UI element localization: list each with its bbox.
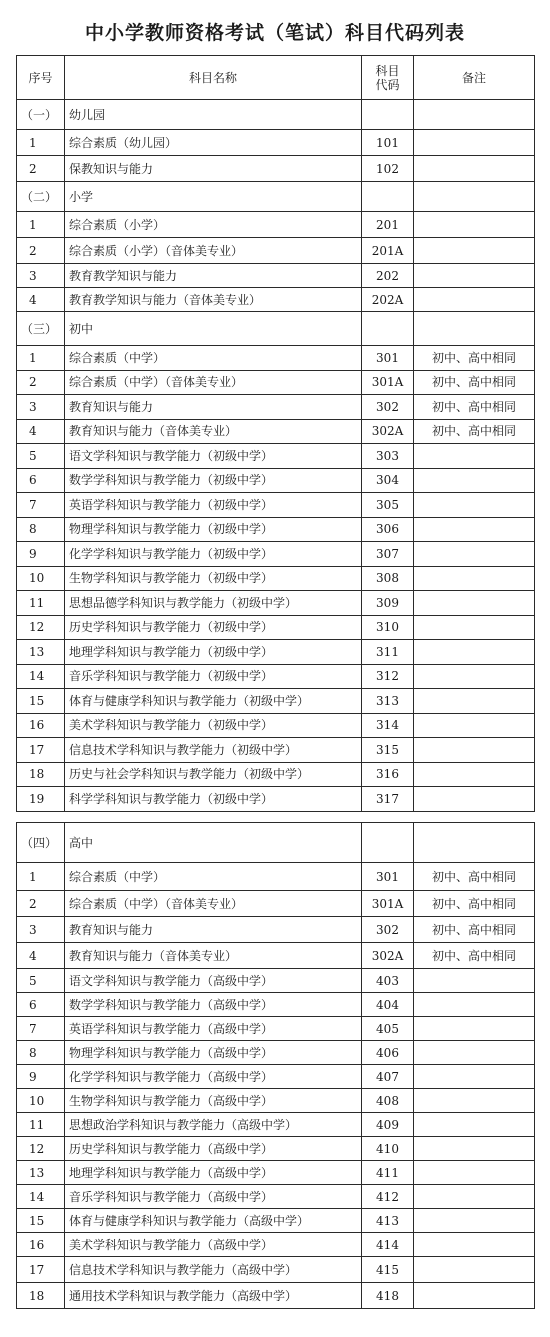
row-number: 15 xyxy=(17,689,65,714)
subject-name: 化学学科知识与教学能力（高级中学） xyxy=(65,1065,362,1089)
row-number: 2 xyxy=(17,238,65,264)
table-row xyxy=(17,1185,535,1209)
subject-code: 307 xyxy=(362,542,414,567)
subject-name: 教育教学知识与能力（音体美专业） xyxy=(65,288,362,312)
table-row xyxy=(17,238,535,264)
subject-name: 综合素质（中学）（音体美专业） xyxy=(65,891,362,917)
subject-note xyxy=(414,566,535,591)
row-number: 6 xyxy=(17,993,65,1017)
row-number: 17 xyxy=(17,1257,65,1283)
subject-table-part1 xyxy=(16,55,535,812)
row-number: 6 xyxy=(17,468,65,493)
subject-note xyxy=(414,238,535,264)
subject-name: 生物学科知识与教学能力（初级中学） xyxy=(65,566,362,591)
row-number: 4 xyxy=(17,943,65,969)
subject-code: 102 xyxy=(362,156,414,182)
section-row xyxy=(17,100,535,130)
table-row xyxy=(17,863,535,891)
row-number: 5 xyxy=(17,969,65,993)
subject-note: 初中、高中相同 xyxy=(414,419,535,444)
subject-code: 202A xyxy=(362,288,414,312)
subject-note xyxy=(414,517,535,542)
row-number: 10 xyxy=(17,1089,65,1113)
subject-name: 综合素质（中学） xyxy=(65,863,362,891)
subject-name: 地理学科知识与教学能力（高级中学） xyxy=(65,1161,362,1185)
row-number: 18 xyxy=(17,762,65,787)
table-row xyxy=(17,1089,535,1113)
row-number: 13 xyxy=(17,1161,65,1185)
row-number: 11 xyxy=(17,591,65,616)
section-note-empty xyxy=(414,100,535,130)
subject-name: 教育知识与能力（音体美专业） xyxy=(65,943,362,969)
table-row xyxy=(17,212,535,238)
subject-name: 地理学科知识与教学能力（初级中学） xyxy=(65,640,362,665)
table-row xyxy=(17,615,535,640)
subject-code: 403 xyxy=(362,969,414,993)
row-number: 19 xyxy=(17,787,65,812)
subject-code: 415 xyxy=(362,1257,414,1283)
row-number: 11 xyxy=(17,1113,65,1137)
subject-name: 化学学科知识与教学能力（初级中学） xyxy=(65,542,362,567)
table-row xyxy=(17,969,535,993)
subject-name: 信息技术学科知识与教学能力（高级中学） xyxy=(65,1257,362,1283)
subject-note xyxy=(414,689,535,714)
subject-code: 312 xyxy=(362,664,414,689)
subject-note xyxy=(414,993,535,1017)
subject-code: 310 xyxy=(362,615,414,640)
subject-name: 数学学科知识与教学能力（高级中学） xyxy=(65,993,362,1017)
subject-code: 201 xyxy=(362,212,414,238)
section-note-empty xyxy=(414,312,535,346)
table-row xyxy=(17,444,535,469)
subject-note xyxy=(414,130,535,156)
table-row xyxy=(17,738,535,763)
table-row xyxy=(17,493,535,518)
subject-code: 302 xyxy=(362,917,414,943)
subject-code: 405 xyxy=(362,1017,414,1041)
subject-code: 201A xyxy=(362,238,414,264)
header-subject-name: 科目名称 xyxy=(65,56,362,100)
row-number: 1 xyxy=(17,346,65,371)
subject-code: 303 xyxy=(362,444,414,469)
subject-note xyxy=(414,264,535,288)
row-number: 18 xyxy=(17,1283,65,1309)
table-row xyxy=(17,288,535,312)
subject-note xyxy=(414,542,535,567)
subject-note xyxy=(414,288,535,312)
subject-name: 思想品德学科知识与教学能力（初级中学） xyxy=(65,591,362,616)
header-number: 序号 xyxy=(17,56,65,100)
subject-note xyxy=(414,1065,535,1089)
subject-code: 404 xyxy=(362,993,414,1017)
subject-note xyxy=(414,591,535,616)
row-number: 9 xyxy=(17,1065,65,1089)
subject-name: 物理学科知识与教学能力（高级中学） xyxy=(65,1041,362,1065)
subject-code: 302A xyxy=(362,419,414,444)
subject-note: 初中、高中相同 xyxy=(414,346,535,371)
subject-note xyxy=(414,1089,535,1113)
table-row xyxy=(17,517,535,542)
row-number: 3 xyxy=(17,917,65,943)
subject-code: 301A xyxy=(362,891,414,917)
table-row xyxy=(17,395,535,420)
row-number: 1 xyxy=(17,212,65,238)
table-row xyxy=(17,542,535,567)
subject-name: 信息技术学科知识与教学能力（初级中学） xyxy=(65,738,362,763)
table-row xyxy=(17,762,535,787)
subject-note xyxy=(414,969,535,993)
subject-note xyxy=(414,664,535,689)
row-number: 12 xyxy=(17,615,65,640)
table-row xyxy=(17,419,535,444)
table-header-row xyxy=(17,56,535,100)
subject-code: 316 xyxy=(362,762,414,787)
table-row xyxy=(17,130,535,156)
subject-name: 综合素质（中学）（音体美专业） xyxy=(65,370,362,395)
section-number: （一） xyxy=(17,100,65,130)
subject-name: 保教知识与能力 xyxy=(65,156,362,182)
subject-name: 英语学科知识与教学能力（初级中学） xyxy=(65,493,362,518)
subject-name: 音乐学科知识与教学能力（初级中学） xyxy=(65,664,362,689)
section-note-empty xyxy=(414,182,535,212)
subject-name: 语文学科知识与教学能力（初级中学） xyxy=(65,444,362,469)
row-number: 7 xyxy=(17,493,65,518)
section-number: （二） xyxy=(17,182,65,212)
subject-name: 数学学科知识与教学能力（初级中学） xyxy=(65,468,362,493)
header-subject-code: 科目 代码 xyxy=(362,56,414,100)
subject-name: 综合素质（幼儿园） xyxy=(65,130,362,156)
subject-name: 科学学科知识与教学能力（初级中学） xyxy=(65,787,362,812)
table-row xyxy=(17,1017,535,1041)
section-code-empty xyxy=(362,100,414,130)
subject-note xyxy=(414,1161,535,1185)
row-number: 2 xyxy=(17,370,65,395)
subject-code: 301A xyxy=(362,370,414,395)
row-number: 8 xyxy=(17,517,65,542)
section-row xyxy=(17,823,535,863)
subject-name: 教育知识与能力（音体美专业） xyxy=(65,419,362,444)
subject-note: 初中、高中相同 xyxy=(414,863,535,891)
subject-code: 311 xyxy=(362,640,414,665)
table-row xyxy=(17,713,535,738)
table-row xyxy=(17,156,535,182)
row-number: 13 xyxy=(17,640,65,665)
page-title: 中小学教师资格考试（笔试）科目代码列表 xyxy=(84,22,465,44)
subject-code: 414 xyxy=(362,1233,414,1257)
subject-code: 101 xyxy=(362,130,414,156)
table-row xyxy=(17,1065,535,1089)
subject-name: 语文学科知识与教学能力（高级中学） xyxy=(65,969,362,993)
subject-code: 313 xyxy=(362,689,414,714)
section-number: （三） xyxy=(17,312,65,346)
subject-note xyxy=(414,468,535,493)
table-row xyxy=(17,1209,535,1233)
row-number: 12 xyxy=(17,1137,65,1161)
subject-code: 315 xyxy=(362,738,414,763)
section-row xyxy=(17,182,535,212)
row-number: 5 xyxy=(17,444,65,469)
subject-note: 初中、高中相同 xyxy=(414,395,535,420)
subject-name: 教育教学知识与能力 xyxy=(65,264,362,288)
subject-code: 306 xyxy=(362,517,414,542)
subject-code: 309 xyxy=(362,591,414,616)
section-note-empty xyxy=(414,823,535,863)
section-name: 小学 xyxy=(65,182,362,212)
subject-note xyxy=(414,1113,535,1137)
section-row xyxy=(17,312,535,346)
subject-note: 初中、高中相同 xyxy=(414,370,535,395)
section-number: （四） xyxy=(17,823,65,863)
subject-note: 初中、高中相同 xyxy=(414,891,535,917)
table-row xyxy=(17,1137,535,1161)
subject-code: 202 xyxy=(362,264,414,288)
row-number: 1 xyxy=(17,130,65,156)
subject-note xyxy=(414,1185,535,1209)
row-number: 8 xyxy=(17,1041,65,1065)
subject-note xyxy=(414,787,535,812)
subject-table-part2 xyxy=(16,822,535,1309)
table-row xyxy=(17,264,535,288)
row-number: 9 xyxy=(17,542,65,567)
subject-code: 410 xyxy=(362,1137,414,1161)
section-name: 高中 xyxy=(65,823,362,863)
header-remarks: 备注 xyxy=(414,56,535,100)
section-name: 幼儿园 xyxy=(65,100,362,130)
table-row xyxy=(17,1041,535,1065)
subject-note xyxy=(414,212,535,238)
table-row xyxy=(17,468,535,493)
row-number: 14 xyxy=(17,1185,65,1209)
row-number: 1 xyxy=(17,863,65,891)
subject-code: 317 xyxy=(362,787,414,812)
row-number: 4 xyxy=(17,288,65,312)
row-number: 15 xyxy=(17,1209,65,1233)
row-number: 2 xyxy=(17,891,65,917)
table-row xyxy=(17,346,535,371)
subject-code: 412 xyxy=(362,1185,414,1209)
subject-code: 302A xyxy=(362,943,414,969)
section-code-empty xyxy=(362,823,414,863)
subject-name: 历史与社会学科知识与教学能力（初级中学） xyxy=(65,762,362,787)
subject-code: 418 xyxy=(362,1283,414,1309)
subject-name: 综合素质（中学） xyxy=(65,346,362,371)
subject-name: 物理学科知识与教学能力（初级中学） xyxy=(65,517,362,542)
subject-code: 308 xyxy=(362,566,414,591)
subject-name: 音乐学科知识与教学能力（高级中学） xyxy=(65,1185,362,1209)
subject-name: 体育与健康学科知识与教学能力（高级中学） xyxy=(65,1209,362,1233)
subject-note xyxy=(414,156,535,182)
subject-note xyxy=(414,615,535,640)
section-code-empty xyxy=(362,182,414,212)
row-number: 3 xyxy=(17,264,65,288)
table-row xyxy=(17,370,535,395)
subject-note: 初中、高中相同 xyxy=(414,943,535,969)
table-row xyxy=(17,1257,535,1283)
row-number: 3 xyxy=(17,395,65,420)
row-number: 16 xyxy=(17,713,65,738)
table-row xyxy=(17,640,535,665)
subject-code: 411 xyxy=(362,1161,414,1185)
subject-note xyxy=(414,1257,535,1283)
table-row xyxy=(17,917,535,943)
subject-note xyxy=(414,1041,535,1065)
subject-note xyxy=(414,493,535,518)
row-number: 14 xyxy=(17,664,65,689)
subject-code: 409 xyxy=(362,1113,414,1137)
subject-code: 304 xyxy=(362,468,414,493)
table-row xyxy=(17,591,535,616)
subject-note xyxy=(414,1233,535,1257)
subject-name: 综合素质（小学）（音体美专业） xyxy=(65,238,362,264)
section-code-empty xyxy=(362,312,414,346)
subject-note xyxy=(414,1209,535,1233)
subject-note xyxy=(414,1017,535,1041)
subject-name: 教育知识与能力 xyxy=(65,917,362,943)
subject-name: 历史学科知识与教学能力（高级中学） xyxy=(65,1137,362,1161)
subject-name: 教育知识与能力 xyxy=(65,395,362,420)
subject-name: 体育与健康学科知识与教学能力（初级中学） xyxy=(65,689,362,714)
subject-code: 407 xyxy=(362,1065,414,1089)
row-number: 17 xyxy=(17,738,65,763)
table-row xyxy=(17,689,535,714)
subject-note xyxy=(414,640,535,665)
subject-name: 通用技术学科知识与教学能力（高级中学） xyxy=(65,1283,362,1309)
subject-name: 美术学科知识与教学能力（初级中学） xyxy=(65,713,362,738)
subject-note xyxy=(414,713,535,738)
table-row xyxy=(17,566,535,591)
table-row xyxy=(17,891,535,917)
subject-code: 413 xyxy=(362,1209,414,1233)
subject-note xyxy=(414,444,535,469)
subject-name: 生物学科知识与教学能力（高级中学） xyxy=(65,1089,362,1113)
row-number: 7 xyxy=(17,1017,65,1041)
table-row xyxy=(17,1233,535,1257)
row-number: 4 xyxy=(17,419,65,444)
subject-name: 思想政治学科知识与教学能力（高级中学） xyxy=(65,1113,362,1137)
subject-code: 301 xyxy=(362,346,414,371)
subject-name: 综合素质（小学） xyxy=(65,212,362,238)
table-row xyxy=(17,993,535,1017)
subject-name: 美术学科知识与教学能力（高级中学） xyxy=(65,1233,362,1257)
subject-note xyxy=(414,1137,535,1161)
row-number: 10 xyxy=(17,566,65,591)
subject-name: 英语学科知识与教学能力（高级中学） xyxy=(65,1017,362,1041)
subject-code: 302 xyxy=(362,395,414,420)
subject-note xyxy=(414,762,535,787)
subject-code: 406 xyxy=(362,1041,414,1065)
table-row xyxy=(17,664,535,689)
table-row xyxy=(17,1283,535,1309)
table-row xyxy=(17,1113,535,1137)
subject-note xyxy=(414,738,535,763)
subject-code: 301 xyxy=(362,863,414,891)
table-row xyxy=(17,1161,535,1185)
subject-note xyxy=(414,1283,535,1309)
subject-code: 314 xyxy=(362,713,414,738)
subject-name: 历史学科知识与教学能力（初级中学） xyxy=(65,615,362,640)
section-name: 初中 xyxy=(65,312,362,346)
subject-note: 初中、高中相同 xyxy=(414,917,535,943)
row-number: 16 xyxy=(17,1233,65,1257)
row-number: 2 xyxy=(17,156,65,182)
subject-code: 305 xyxy=(362,493,414,518)
subject-code: 408 xyxy=(362,1089,414,1113)
table-row xyxy=(17,943,535,969)
table-row xyxy=(17,787,535,812)
